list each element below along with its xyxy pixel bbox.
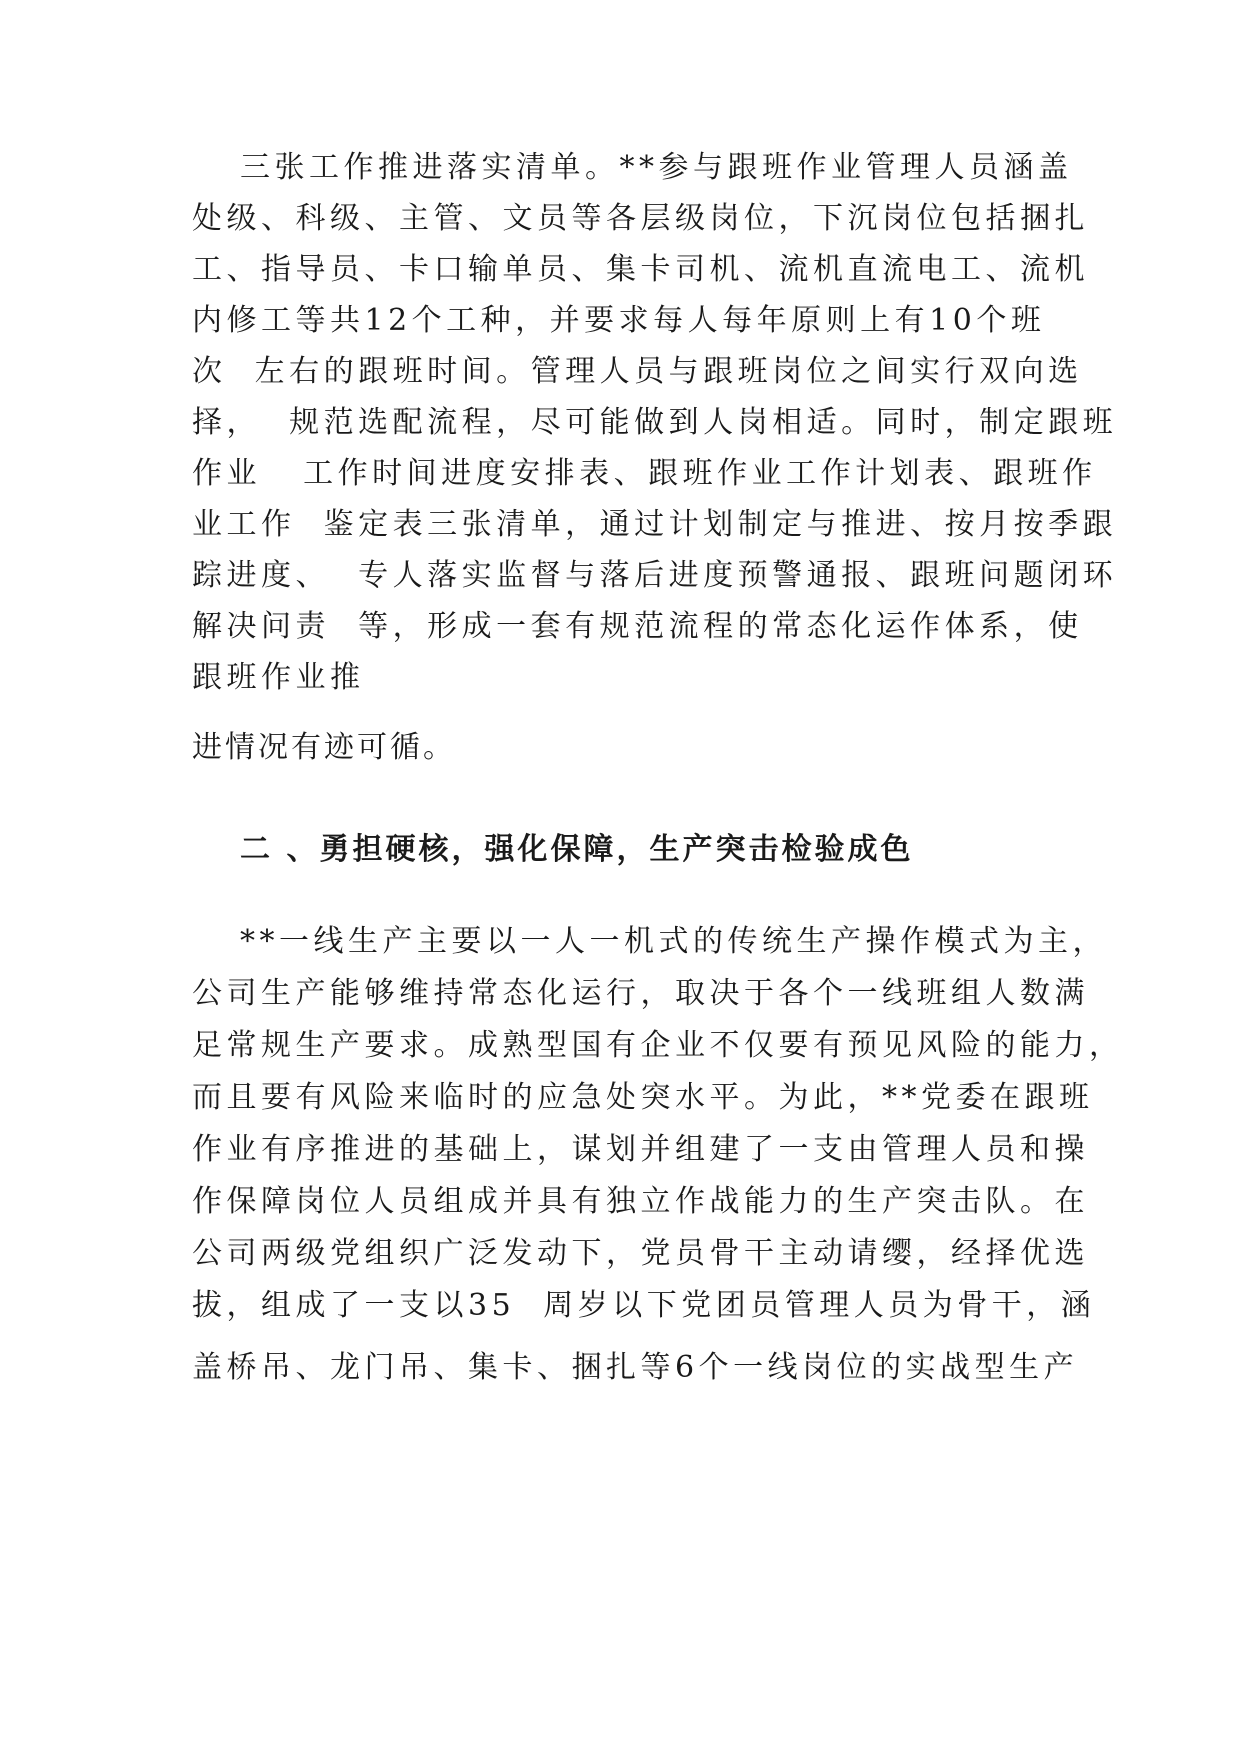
paragraph-line: 公司生产能够维持常态化运行，取决于各个一线班组人数满 xyxy=(192,976,1089,1011)
paragraph-line: 拔，组成了一支以35 周岁以下党团员管理人员为骨干，涵 xyxy=(192,1288,1096,1323)
paragraph-line: 踪进度、 专人落实监督与落后进度预警通报、跟班问题闭环 xyxy=(192,558,1118,593)
section-heading: 二 、勇担硬核，强化保障，生产突击检验成色 xyxy=(240,832,914,867)
paragraph-line: 解决问责 等，形成一套有规范流程的常态化运作体系，使 xyxy=(192,609,1083,644)
paragraph-line: 择， 规范选配流程，尽可能做到人岗相适。同时，制定跟班 xyxy=(192,405,1118,440)
paragraph-line: 业工作 鉴定表三张清单，通过计划制定与推进、按月按季跟 xyxy=(192,507,1118,542)
paragraph-line: 进情况有迹可循。 xyxy=(192,730,456,765)
paragraph-line: 次 左右的跟班时间。管理人员与跟班岗位之间实行双向选 xyxy=(192,354,1083,389)
paragraph-line: 公司两级党组织广泛发动下，党员骨干主动请缨，经择优选 xyxy=(192,1236,1089,1271)
paragraph-line: 而且要有风险来临时的应急处突水平。为此，**党委在跟班 xyxy=(192,1080,1094,1115)
paragraph-line: 跟班作业推 xyxy=(192,660,365,695)
paragraph-line: 内修工等共12个工种，并要求每人每年原则上有10个班 xyxy=(192,303,1046,338)
paragraph-line: 作保障岗位人员组成并具有独立作战能力的生产突击队。在 xyxy=(192,1184,1089,1219)
paragraph-line: 处级、科级、主管、文员等各层级岗位，下沉岗位包括捆扎 xyxy=(192,201,1089,236)
paragraph-line: 作业有序推进的基础上，谋划并组建了一支由管理人员和操 xyxy=(192,1132,1089,1167)
paragraph-line: 盖桥吊、龙门吊、集卡、捆扎等6个一线岗位的实战型生产 xyxy=(192,1350,1079,1385)
paragraph-line: 三张工作推进落实清单。**参与跟班作业管理人员涵盖 xyxy=(240,150,1073,185)
paragraph-line: 工、指导员、卡口输单员、集卡司机、流机直流电工、流机 xyxy=(192,252,1089,287)
paragraph-line: 足常规生产要求。成熟型国有企业不仅要有预见风险的能力， xyxy=(192,1028,1124,1063)
paragraph-line: 作业 工作时间进度安排表、跟班作业工作计划表、跟班作 xyxy=(192,456,1097,491)
paragraph-line: **一线生产主要以一人一机式的传统生产操作模式为主， xyxy=(240,924,1107,959)
